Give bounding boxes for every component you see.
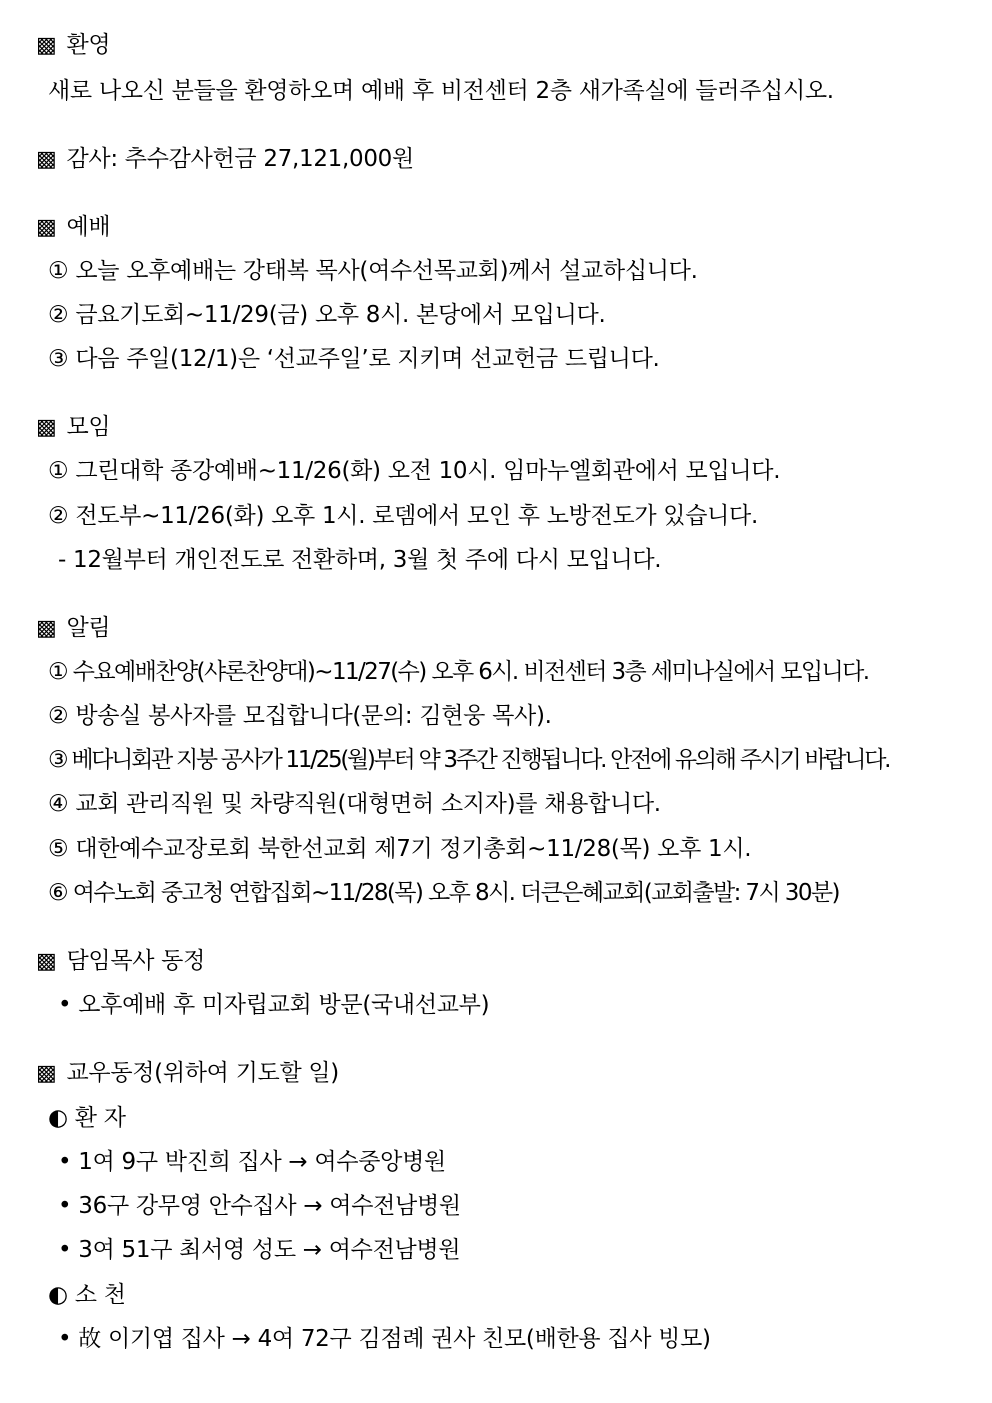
list-item — [48, 456, 780, 486]
item-text: 수요예배찬양(샤론찬양대)~11/27(수) 오후 6시. 비전센터 3층 세미나실에서 모입니다. — [72, 659, 869, 685]
section-heading-thanks — [36, 144, 414, 175]
list-item — [48, 834, 751, 864]
item-text: 교회 관리직원 및 차량직원(대형면허 소지자)를 채용합니다. — [75, 791, 661, 817]
section-title: 감사: 추수감사헌금 27,121,000원 — [66, 146, 414, 172]
section-heading-welcome — [36, 30, 110, 61]
item-number: ⑤ — [48, 836, 69, 862]
list-item — [48, 344, 660, 374]
square-mark-icon: ▩ — [36, 415, 57, 440]
subsection-deceased: ◐ 소 천 — [48, 1282, 126, 1308]
section-title: 교우동정(위하여 기도할 일) — [66, 1060, 339, 1086]
item-text: 다음 주일(12/1)은 ‘선교주일’로 지키며 선교헌금 드립니다. — [75, 346, 660, 372]
item-text: 여수노회 중고청 연합집회~11/28(목) 오후 8시. 더큰은혜교회(교회출발: 7시 30분) — [72, 880, 839, 906]
list-item: • 오후예배 후 미자립교회 방문(국내선교부) — [58, 992, 490, 1018]
square-mark-icon: ▩ — [36, 147, 57, 172]
item-text: 대한예수교장로회 북한선교회 제7기 정기총회~11/28(목) 오후 1시. — [75, 836, 752, 862]
item-number: ③ — [48, 747, 67, 773]
list-item — [48, 657, 869, 687]
section-title: 담임목사 동정 — [66, 948, 206, 974]
item-text: 방송실 봉사자를 모집합니다(문의: 김현웅 목사). — [75, 703, 552, 729]
item-text: 금요기도회~11/29(금) 오후 8시. 본당에서 모입니다. — [75, 302, 606, 328]
section-heading-members — [36, 1058, 339, 1089]
list-item: • 故 이기엽 집사 → 4여 72구 김점례 권사 친모(배한용 집사 빙모) — [58, 1326, 711, 1352]
item-text: 베다니회관 지붕 공사가 11/25(월)부터 약 3주간 진행됩니다. 안전에 유의해 주시기 바랍니다. — [71, 747, 890, 773]
item-number: ② — [48, 703, 69, 729]
square-mark-icon: ▩ — [36, 949, 57, 974]
square-mark-icon: ▩ — [36, 33, 57, 58]
list-item: • 1여 9구 박진희 집사 → 여수중앙병원 — [58, 1149, 446, 1175]
square-mark-icon: ▩ — [36, 1061, 57, 1086]
square-mark-icon: ▩ — [36, 215, 57, 240]
item-text: 그린대학 종강예배~11/26(화) 오전 10시. 임마누엘회관에서 모입니다. — [75, 458, 781, 484]
item-number: ② — [48, 503, 69, 529]
list-item — [48, 300, 605, 330]
welcome-text: 새로 나오신 분들을 환영하오며 예배 후 비전센터 2층 새가족실에 들러주십시오. — [48, 78, 834, 104]
item-number: ④ — [48, 791, 69, 817]
section-heading-gathering — [36, 412, 110, 443]
item-number: ① — [48, 458, 69, 484]
item-number: ② — [48, 302, 69, 328]
section-heading-notices — [36, 613, 110, 644]
list-item — [48, 701, 552, 731]
subsection-patients: ◐ 환 자 — [48, 1105, 126, 1131]
item-number: ⑥ — [48, 880, 68, 906]
section-title: 알림 — [66, 615, 111, 641]
gathering-note: - 12월부터 개인전도로 전환하며, 3월 첫 주에 다시 모입니다. — [58, 547, 662, 573]
section-title: 예배 — [66, 214, 111, 240]
list-item — [48, 256, 698, 286]
list-item — [48, 878, 839, 908]
list-item — [48, 789, 661, 819]
list-item — [48, 501, 758, 531]
list-item: • 3여 51구 최서영 성도 → 여수전남병원 — [58, 1237, 461, 1263]
section-heading-worship — [36, 212, 110, 243]
item-text: 전도부~11/26(화) 오후 1시. 로뎀에서 모인 후 노방전도가 있습니다. — [75, 503, 758, 529]
item-text: 오늘 오후예배는 강태복 목사(여수선목교회)께서 설교하십니다. — [75, 258, 698, 284]
item-number: ③ — [48, 346, 69, 372]
square-mark-icon: ▩ — [36, 616, 57, 641]
section-title: 환영 — [66, 32, 111, 58]
item-number: ① — [48, 258, 69, 284]
list-item — [48, 745, 889, 775]
item-number: ① — [48, 659, 68, 685]
list-item: • 36구 강무영 안수집사 → 여수전남병원 — [58, 1193, 461, 1219]
section-heading-pastor — [36, 946, 205, 977]
section-title: 모임 — [66, 414, 111, 440]
